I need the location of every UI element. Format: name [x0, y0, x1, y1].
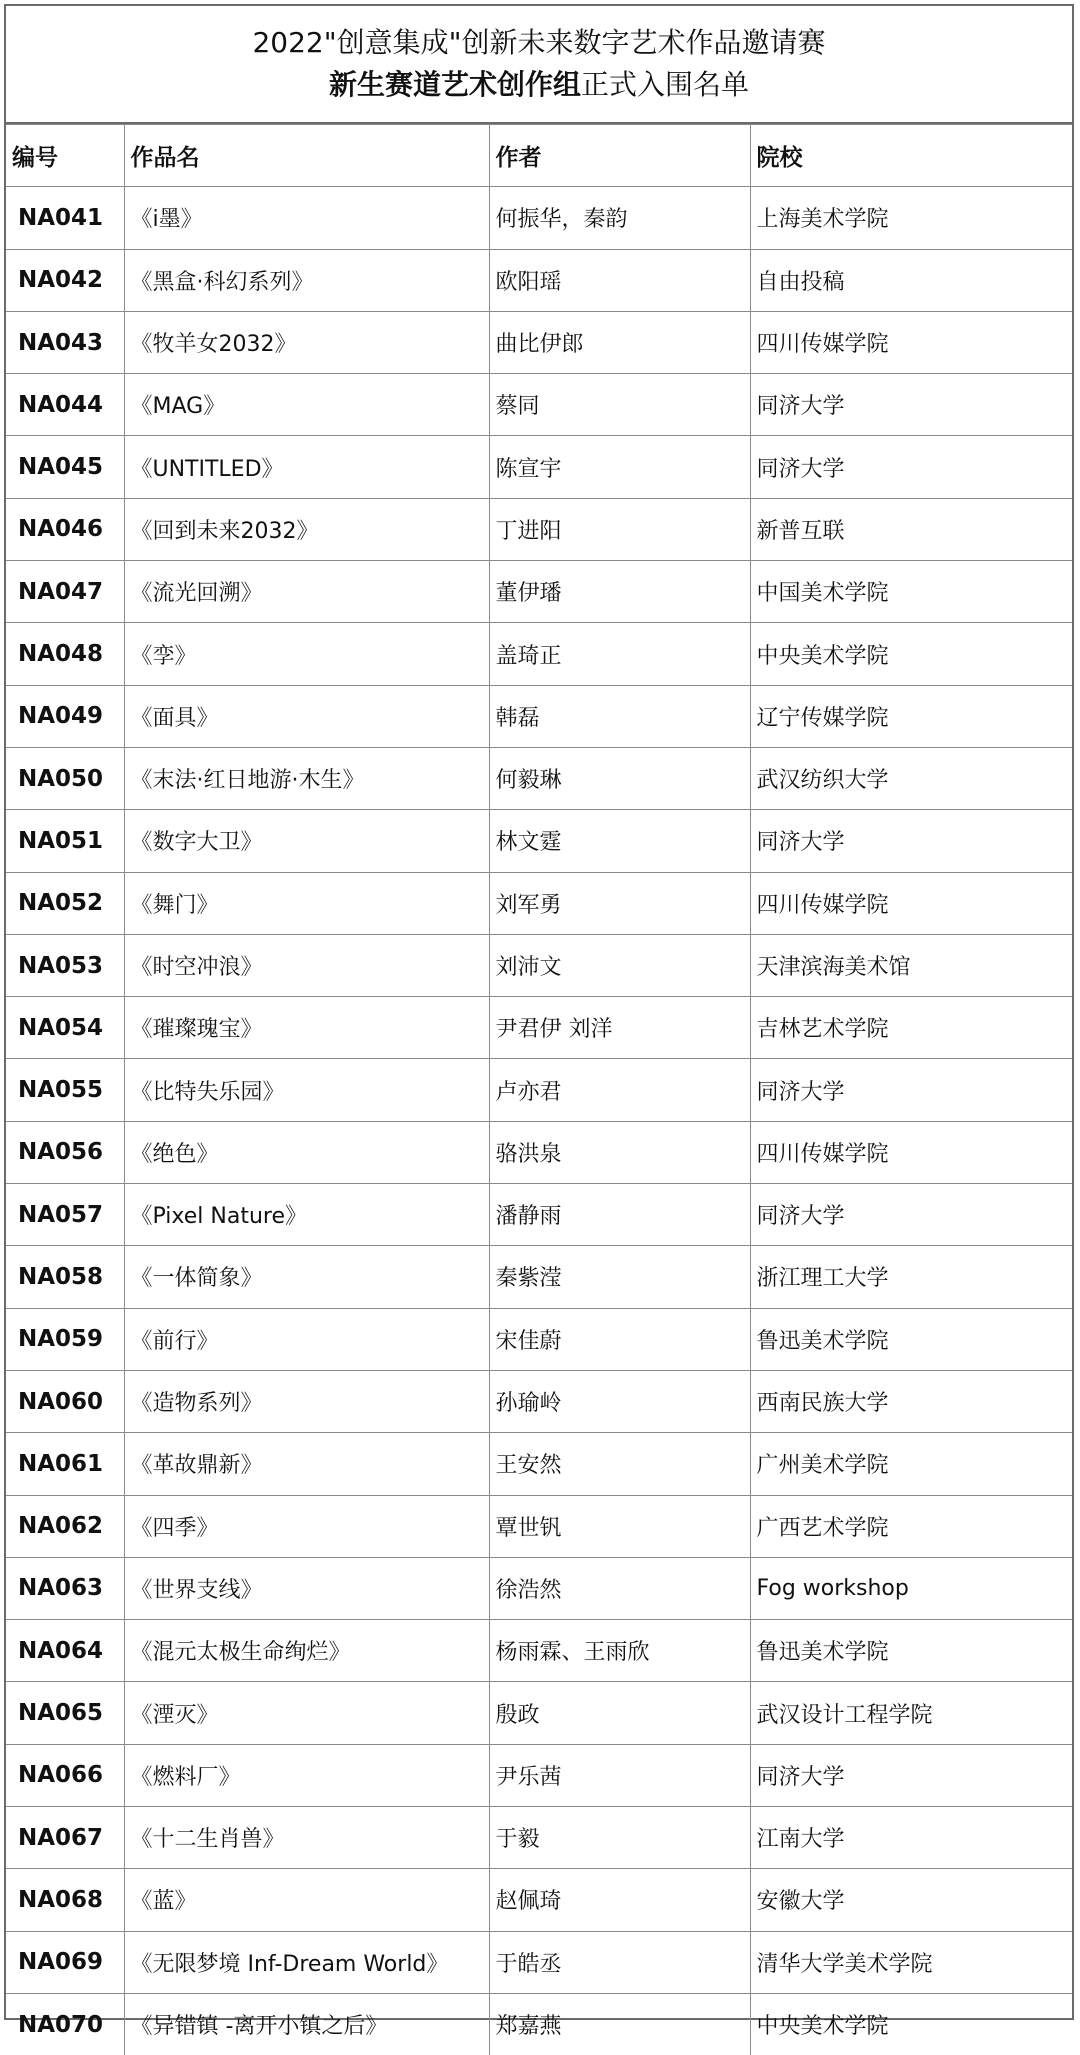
- table-row: [6, 623, 1072, 685]
- author: 丁进阳: [489, 498, 750, 560]
- entry-code: NA064: [6, 1620, 124, 1682]
- work-title: 《混元太极生命绚烂》: [124, 1620, 489, 1682]
- title-category: 新生赛道艺术创作组: [328, 68, 581, 101]
- entry-code: NA049: [6, 685, 124, 747]
- school: 同济大学: [750, 436, 1072, 498]
- work-title: 《造物系列》: [124, 1370, 489, 1432]
- school: 中国美术学院: [750, 561, 1072, 623]
- table-row: [6, 1993, 1072, 2055]
- entry-code: NA066: [6, 1744, 124, 1806]
- table-row: [6, 1620, 1072, 1682]
- author: 何毅琳: [489, 747, 750, 809]
- table-row: [6, 1370, 1072, 1432]
- table-row: [6, 1931, 1072, 1993]
- author: 尹乐茜: [489, 1744, 750, 1806]
- work-title: 《时空冲浪》: [124, 934, 489, 996]
- table-row: [6, 1308, 1072, 1370]
- school: 鲁迅美术学院: [750, 1620, 1072, 1682]
- table-row: [6, 436, 1072, 498]
- work-title: 《异错镇 -离开小镇之后》: [124, 1993, 489, 2055]
- table-row: [6, 1246, 1072, 1308]
- work-title: 《一体简象》: [124, 1246, 489, 1308]
- work-title: 《燃料厂》: [124, 1744, 489, 1806]
- header-work-title: 作品名: [124, 125, 489, 187]
- header-school: 院校: [750, 125, 1072, 187]
- author: 蔡同: [489, 374, 750, 436]
- work-title: 《十二生肖兽》: [124, 1807, 489, 1869]
- author: 王安然: [489, 1433, 750, 1495]
- table-body: [6, 187, 1072, 2055]
- school: 吉林艺术学院: [750, 997, 1072, 1059]
- work-title: 《湮灭》: [124, 1682, 489, 1744]
- work-title: 《无限梦境 Inf-Dream World》: [124, 1931, 489, 1993]
- title-list-name: 正式入围名单: [581, 68, 750, 101]
- author: 林文霆: [489, 810, 750, 872]
- entry-code: NA063: [6, 1557, 124, 1619]
- work-title: 《四季》: [124, 1495, 489, 1557]
- author: 殷政: [489, 1682, 750, 1744]
- author: 韩磊: [489, 685, 750, 747]
- title-block: [6, 6, 1072, 124]
- table-row: [6, 1495, 1072, 1557]
- author: 骆洪泉: [489, 1121, 750, 1183]
- entry-code: NA043: [6, 311, 124, 373]
- school: 广西艺术学院: [750, 1495, 1072, 1557]
- entry-code: NA048: [6, 623, 124, 685]
- work-title: 《面具》: [124, 685, 489, 747]
- table-row: [6, 1433, 1072, 1495]
- work-title: 《回到未来2032》: [124, 498, 489, 560]
- entry-code: NA047: [6, 561, 124, 623]
- table-header-row: [6, 125, 1072, 187]
- author: 潘静雨: [489, 1184, 750, 1246]
- school: 自由投稿: [750, 249, 1072, 311]
- table-row: [6, 498, 1072, 560]
- author: 徐浩然: [489, 1557, 750, 1619]
- shortlist-sheet: [4, 4, 1074, 2040]
- school: 四川传媒学院: [750, 872, 1072, 934]
- school: 新普互联: [750, 498, 1072, 560]
- header-code: 编号: [6, 125, 124, 187]
- entry-code: NA062: [6, 1495, 124, 1557]
- author: 欧阳瑶: [489, 249, 750, 311]
- work-title: 《MAG》: [124, 374, 489, 436]
- table-row: [6, 747, 1072, 809]
- table-row: [6, 249, 1072, 311]
- work-title: 《孪》: [124, 623, 489, 685]
- entry-code: NA061: [6, 1433, 124, 1495]
- entry-code: NA069: [6, 1931, 124, 1993]
- table-row: [6, 1682, 1072, 1744]
- table-row: [6, 997, 1072, 1059]
- work-title: 《舞门》: [124, 872, 489, 934]
- entry-code: NA059: [6, 1308, 124, 1370]
- school: 四川传媒学院: [750, 311, 1072, 373]
- work-title: 《i墨》: [124, 187, 489, 249]
- school: 浙江理工大学: [750, 1246, 1072, 1308]
- author: 于皓丞: [489, 1931, 750, 1993]
- entry-code: NA057: [6, 1184, 124, 1246]
- entry-code: NA051: [6, 810, 124, 872]
- author: 刘军勇: [489, 872, 750, 934]
- work-title: 《流光回溯》: [124, 561, 489, 623]
- work-title: 《数字大卫》: [124, 810, 489, 872]
- header-author: 作者: [489, 125, 750, 187]
- school: 鲁迅美术学院: [750, 1308, 1072, 1370]
- table-row: [6, 1184, 1072, 1246]
- table-row: [6, 1744, 1072, 1806]
- work-title: 《绝色》: [124, 1121, 489, 1183]
- school: 同济大学: [750, 1184, 1072, 1246]
- entry-code: NA060: [6, 1370, 124, 1432]
- entry-code: NA050: [6, 747, 124, 809]
- author: 盖琦正: [489, 623, 750, 685]
- author: 何振华，秦韵: [489, 187, 750, 249]
- school: 辽宁传媒学院: [750, 685, 1072, 747]
- author: 宋佳蔚: [489, 1308, 750, 1370]
- school: Fog workshop: [750, 1557, 1072, 1619]
- author: 秦紫滢: [489, 1246, 750, 1308]
- school: 广州美术学院: [750, 1433, 1072, 1495]
- entry-code: NA044: [6, 374, 124, 436]
- table-row: [6, 810, 1072, 872]
- table-row: [6, 872, 1072, 934]
- work-title: 《前行》: [124, 1308, 489, 1370]
- school: 清华大学美术学院: [750, 1931, 1072, 1993]
- school: 西南民族大学: [750, 1370, 1072, 1432]
- entry-code: NA056: [6, 1121, 124, 1183]
- author: 董伊璠: [489, 561, 750, 623]
- entry-code: NA052: [6, 872, 124, 934]
- table-row: [6, 1557, 1072, 1619]
- table-row: [6, 1121, 1072, 1183]
- author: 曲比伊郎: [489, 311, 750, 373]
- shortlist-table: [6, 124, 1072, 2055]
- table-row: [6, 685, 1072, 747]
- work-title: 《革故鼎新》: [124, 1433, 489, 1495]
- school: 中央美术学院: [750, 623, 1072, 685]
- work-title: 《蓝》: [124, 1869, 489, 1931]
- author: 刘沛文: [489, 934, 750, 996]
- school: 武汉设计工程学院: [750, 1682, 1072, 1744]
- author: 于毅: [489, 1807, 750, 1869]
- title-line-1: 2022"创意集成"创新未来数字艺术作品邀请赛: [252, 26, 826, 59]
- entry-code: NA042: [6, 249, 124, 311]
- table-row: [6, 934, 1072, 996]
- author: 赵佩琦: [489, 1869, 750, 1931]
- school: 中央美术学院: [750, 1993, 1072, 2055]
- table-row: [6, 1059, 1072, 1121]
- school: 同济大学: [750, 1744, 1072, 1806]
- entry-code: NA045: [6, 436, 124, 498]
- entry-code: NA070: [6, 1993, 124, 2055]
- author: 覃世钒: [489, 1495, 750, 1557]
- entry-code: NA046: [6, 498, 124, 560]
- school: 天津滨海美术馆: [750, 934, 1072, 996]
- work-title: 《黑盒·科幻系列》: [124, 249, 489, 311]
- work-title: 《末法·红日地游·木生》: [124, 747, 489, 809]
- author: 卢亦君: [489, 1059, 750, 1121]
- entry-code: NA068: [6, 1869, 124, 1931]
- school: 同济大学: [750, 1059, 1072, 1121]
- entry-code: NA065: [6, 1682, 124, 1744]
- entry-code: NA054: [6, 997, 124, 1059]
- school: 四川传媒学院: [750, 1121, 1072, 1183]
- school: 江南大学: [750, 1807, 1072, 1869]
- table-row: [6, 187, 1072, 249]
- work-title: 《比特失乐园》: [124, 1059, 489, 1121]
- author: 杨雨霖、王雨欣: [489, 1620, 750, 1682]
- work-title: 《UNTITLED》: [124, 436, 489, 498]
- table-row: [6, 1869, 1072, 1931]
- title-line-2: [329, 66, 749, 104]
- entry-code: NA041: [6, 187, 124, 249]
- author: 郑嘉燕: [489, 1993, 750, 2055]
- table-row: [6, 374, 1072, 436]
- entry-code: NA055: [6, 1059, 124, 1121]
- school: 同济大学: [750, 810, 1072, 872]
- entry-code: NA058: [6, 1246, 124, 1308]
- author: 孙瑜岭: [489, 1370, 750, 1432]
- table-row: [6, 1807, 1072, 1869]
- work-title: 《Pixel Nature》: [124, 1184, 489, 1246]
- school: 安徽大学: [750, 1869, 1072, 1931]
- school: 武汉纺织大学: [750, 747, 1072, 809]
- work-title: 《牧羊女2032》: [124, 311, 489, 373]
- author: 尹君伊 刘洋: [489, 997, 750, 1059]
- work-title: 《璀璨瑰宝》: [124, 997, 489, 1059]
- work-title: 《世界支线》: [124, 1557, 489, 1619]
- entry-code: NA067: [6, 1807, 124, 1869]
- school: 上海美术学院: [750, 187, 1072, 249]
- table-row: [6, 311, 1072, 373]
- school: 同济大学: [750, 374, 1072, 436]
- entry-code: NA053: [6, 934, 124, 996]
- table-row: [6, 561, 1072, 623]
- author: 陈宣宇: [489, 436, 750, 498]
